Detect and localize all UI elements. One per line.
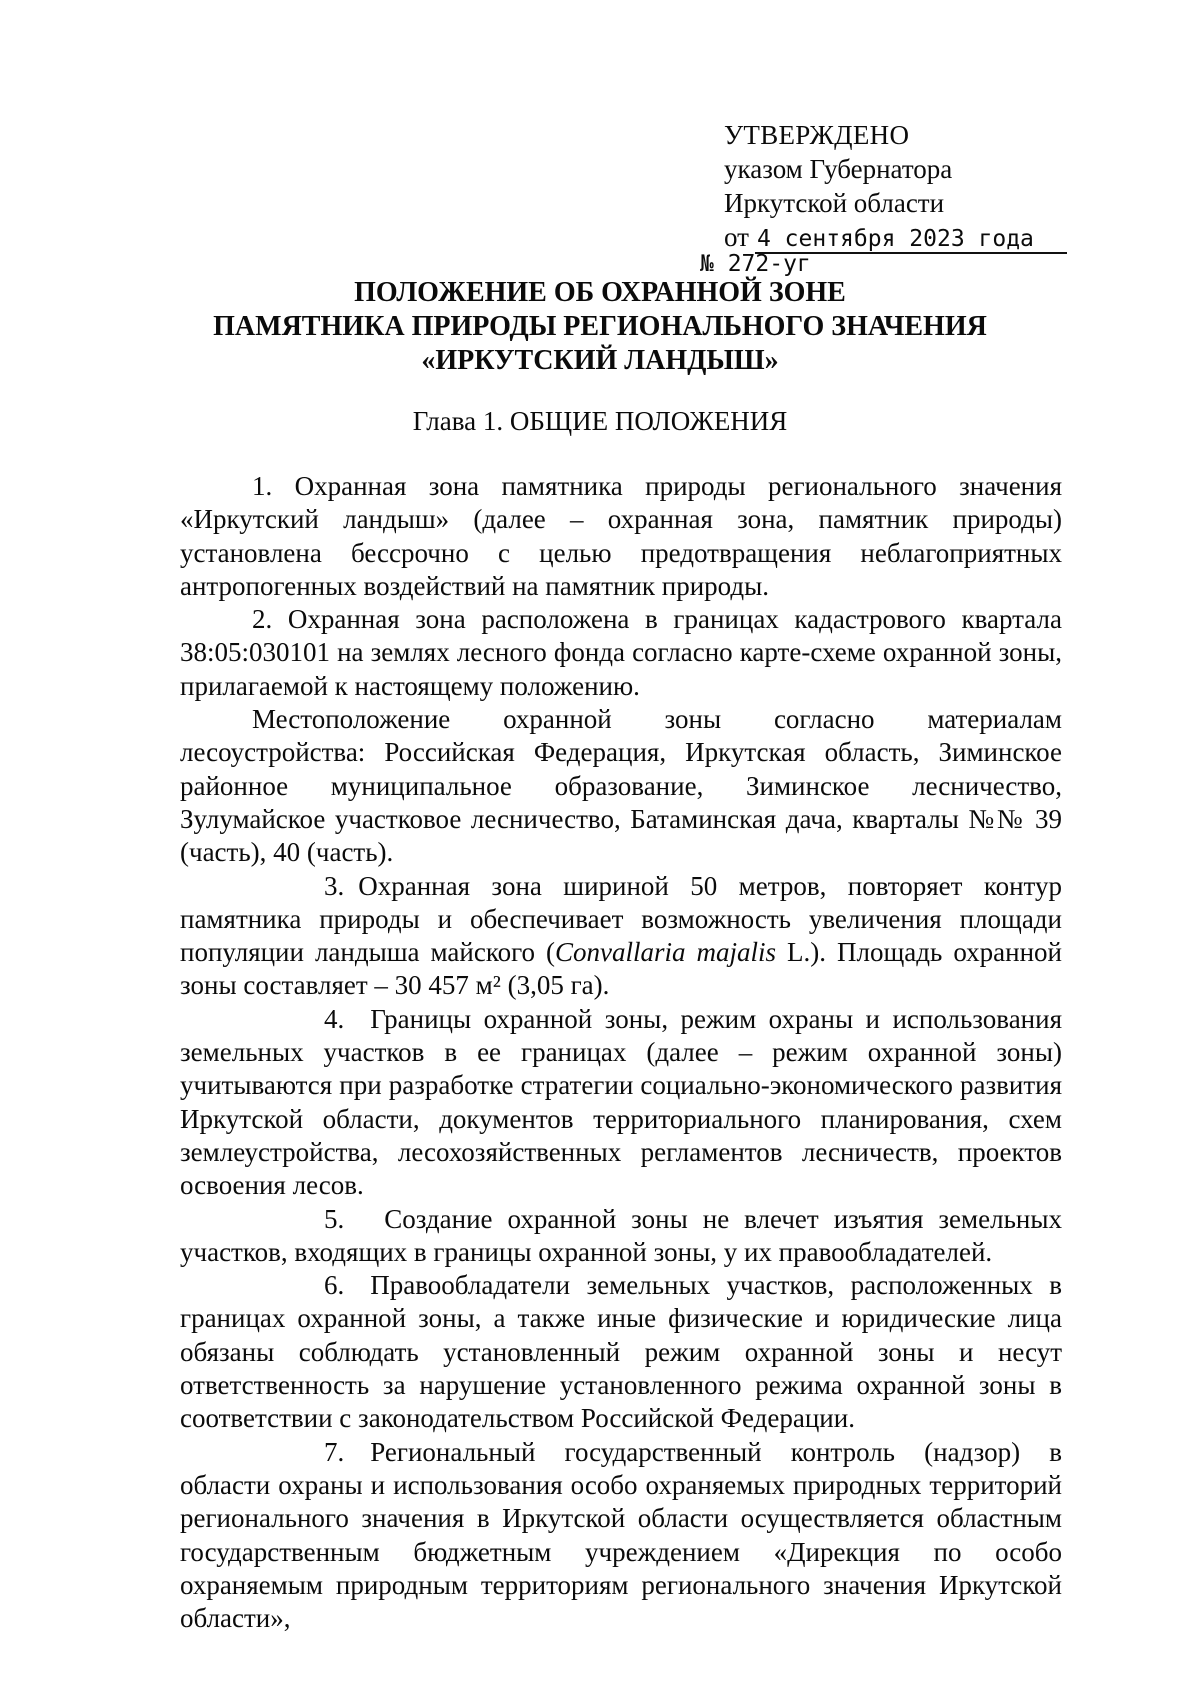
paragraph-2-location: Местоположение охранной зоны согласно материалам лесоустройства: Российская Федерация, Иркутская область, Зиминское районное муниципальное образование, Зиминское лесничество, Зулумайское участковое лесничество, Батаминская дача, кварталы №№ 39 (часть), 40 (часть). [180,704,1062,868]
paragraph-3-number: 3. [324,870,345,901]
approval-number: № 272-уг [700,251,811,277]
approval-heading: УТВЕРЖДЕНО [724,120,910,150]
approval-block [724,118,1074,254]
title-line-1: ПОЛОЖЕНИЕ ОБ ОХРАННОЙ ЗОНЕ [354,277,846,308]
title-line-2: ПАМЯТНИКА ПРИРОДЫ РЕГИОНАЛЬНОГО ЗНАЧЕНИЯ [213,311,987,342]
paragraph-5 [180,1203,1062,1270]
document-body [180,470,1062,1635]
approval-date-row [724,220,1074,254]
chapter-heading: Глава 1. ОБЩИЕ ПОЛОЖЕНИЯ [412,406,788,436]
paragraph-1: 1. Охранная зона памятника природы регионального значения «Иркутский ландыш» (далее – охранная зона, памятник природы) установлена бессрочно с целью предотвращения неблагоприятных антропогенных воздействий на памятник природы. [180,471,1062,601]
paragraph-3 [180,870,1062,1003]
paragraph-7-text: Региональный государственный контроль (надзор) в области охраны и использования особо охраняемых природных территорий регионального значения в Иркутской области осуществляется областным государственным бюджетным учреждением «Дирекция по особо охраняемым природным территориям регионального значения Иркутской области», [180,1436,1062,1634]
paragraph-4-number: 4. [324,1003,345,1034]
paragraph-6-number: 6. [324,1270,345,1301]
paragraph-4 [180,1003,1062,1203]
title-line-3: «ИРКУТСКИЙ ЛАНДЫШ» [421,345,779,376]
paragraph-5-text: Создание охранной зоны не влечет изъятия земельных участков, входящих в границы охранной зоны, у их правообладателей. [180,1203,1062,1267]
approval-date-value: 4 сентября 2023 года [755,226,1067,254]
paragraph-7-number: 7. [324,1436,345,1467]
paragraph-6-text: Правообладатели земельных участков, расположенных в границах охранной зоны, а также иные физические и юридические лица обязаны соблюдать установленный режим охранной зоны и несут ответственность за нарушение установленного режима охранной зоны в соответствии с законодательством Российской Федерации. [180,1270,1062,1434]
paragraph-3-text-b: L.). Площадь охранной зоны составляет – 30 457 м² (3,05 га). [180,937,1062,1001]
paragraph-3-text-a: Охранная зона шириной 50 метров, повторяет контур памятника природы и обеспечивает возможность увеличения площади популяции ландыша майского ( [180,870,1062,968]
paragraph-4-text: Границы охранной зоны, режим охраны и использования земельных участков в ее границах (далее – режим охранной зоны) учитываются при разработке стратегии социально-экономического развития Иркутской области, документов территориального планирования, схем землеустройства, лесохозяйственных регламентов лесничеств, проектов освоения лесов. [180,1003,1062,1201]
document-title [180,276,1020,378]
paragraph-6 [180,1269,1062,1435]
approval-line-2: Иркутской области [724,188,945,218]
approval-line-1: указом Губернатора [724,154,953,184]
paragraph-7 [180,1436,1062,1636]
approval-date-prefix: от [724,222,749,252]
paragraph-2: 2. Охранная зона расположена в границах кадастрового квартала 38:05:030101 на землях лесного фонда согласно карте-схеме охранной зоны, прилагаемой к настоящему положению. [180,604,1062,701]
paragraph-3-latin-name: Convallaria majalis [555,937,777,968]
paragraph-5-number: 5. [324,1203,345,1234]
